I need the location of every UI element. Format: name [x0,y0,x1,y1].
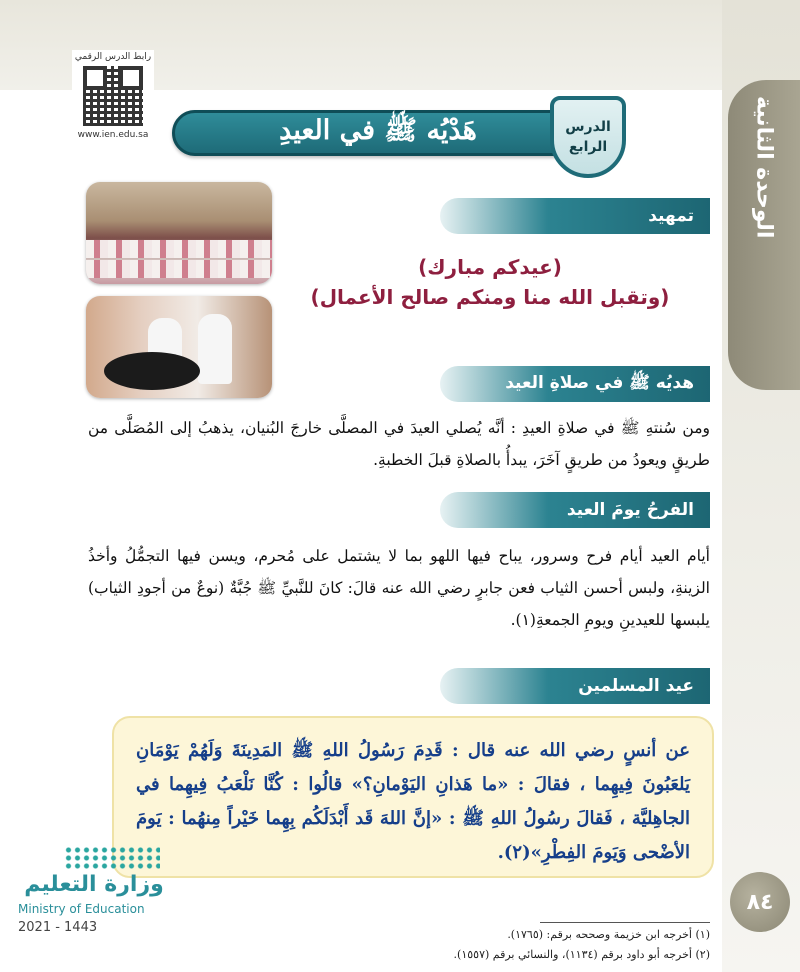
lesson-badge-word: الدرس [565,119,611,135]
greeting-line: (وتقبل الله منا ومنكم صالح الأعمال) [310,285,670,309]
section-title: عيد المسلمين [578,676,694,696]
eid-sacrifice-photo [86,296,272,398]
section-header-prayer [440,366,710,402]
lesson-title: هَدْيُه ﷺ في العيدِ [279,115,477,146]
page-number: ٨٤ [730,872,790,932]
section-title: تمهيد [648,206,694,226]
unit-label: الوحدة الثانية [751,96,777,239]
ministry-logo [14,846,174,942]
section-header-joy [440,492,710,528]
lesson-badge [550,96,626,178]
paragraph-joy: أيام العيد أيام فرح وسرور، يباح فيها اللهو بما لا يشتمل على مُحرم، ويسن فيها التجمُّلُ وأخذُ الزينةِ، ولبس أحسن الثياب فعن جابرٍ رضي الله عنه قالَ: كانَ للنَّبيِّ ﷺ جُبَّةٌ (نوعٌ من أجودِ الثياب) يلبسها للعيدينِ ويومِ الجمعةِ(١). [88,547,710,629]
sheep-figure [104,352,200,390]
crowd-row [86,240,272,258]
ministry-dots-icon [64,846,160,870]
lesson-badge-number: الرابع [568,139,608,155]
ministry-name-ar: وزارة التعليم [24,872,164,897]
lesson-title-banner [172,110,584,156]
ministry-year: 2021 - 1443 [18,920,98,935]
section-header-intro [440,198,710,234]
hadith-box: عن أنسٍ رضي الله عنه قال : قَدِمَ رَسُولُ اللهِ ﷺ المَدِينَةَ وَلَهُمْ يَوْمَانِ يَلعَبُونَ فِيهِما ، فقالَ : «ما هَذانِ اليَوْمانِ؟» قالُوا : كُنَّا نَلْعَبُ فِيهِما في الجاهِليَّة ، فَقالَ رسُولُ اللهِ ﷺ : «إنَّ اللهَ قَد أَبْدَلَكُم بِهِما خَيْراً مِنهُما : يَومَ الأضْحى وَيَومَ الفِطْرِ»(٢). [112,716,714,878]
footnote-2: (٢) أخرجه أبو داود برقم (١١٣٤)، والنسائي برقم (١٥٥٧). [453,948,710,961]
qr-block[interactable] [72,50,154,150]
paragraph-prayer: ومن سُنتهِ ﷺ في صلاةِ العيدِ : أنَّه يُصلي العيدَ في المصلَّى خارجَ البُنيان، يذهبُ إلى المُصَلَّى من طريقٍ ويعودُ من طريقٍ آخَرَ، يبدأُ بالصلاةِ قبلَ الخطبةِ. [88,419,710,469]
qr-url[interactable]: www.ien.edu.sa [77,130,149,140]
footnote-divider [540,922,710,923]
qr-label: رابط الدرس الرقمي [74,52,152,62]
eid-greeting [290,252,690,312]
section-title: هديُه ﷺ في صلاةِ العيد [505,372,694,393]
greeting-line: (عيدكم مبارك) [418,255,562,279]
child-figure [198,314,232,384]
footnote-1: (١) أخرجه ابن خزيمة وصححه برقم: (١٧٦٥). [507,928,710,941]
section-title: الفرحُ يومَ العيد [566,500,694,520]
qr-code-icon[interactable] [83,66,143,126]
ministry-name-en: Ministry of Education [18,902,145,916]
eid-prayer-photo [86,182,272,284]
section-header-muslim-eid [440,668,710,704]
crowd-row [86,260,272,278]
